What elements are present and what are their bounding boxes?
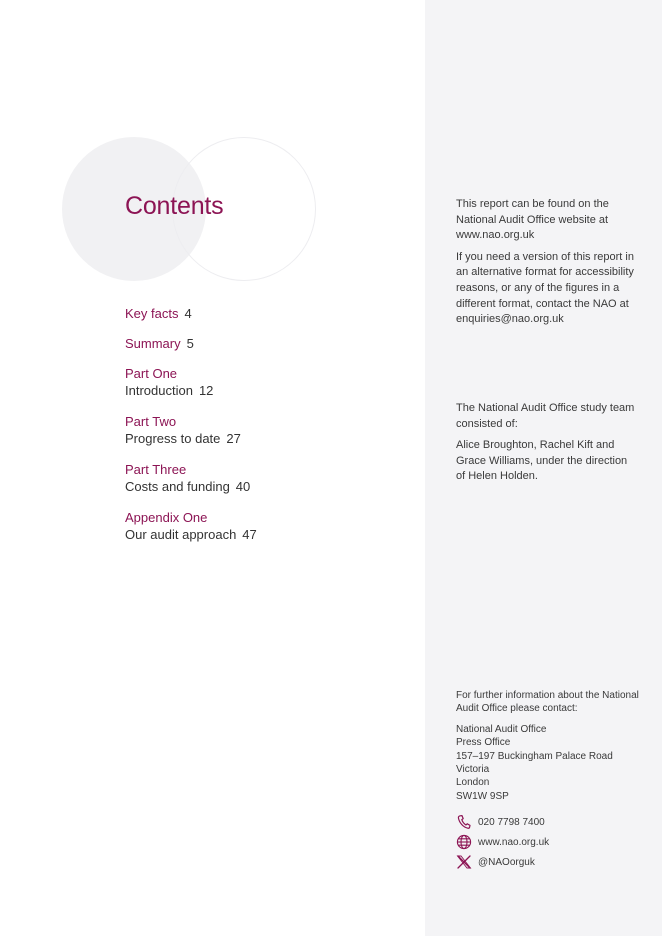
further-info-text: For further information about the National Audit Office please contact: [456, 690, 639, 715]
table-of-contents [125, 305, 405, 557]
address-line: Victoria [456, 764, 490, 776]
toc-entry-page: 47 [242, 527, 257, 542]
toc-entry-part-one[interactable] [125, 365, 405, 399]
social-handle: @NAOorguk [478, 856, 535, 868]
team-intro-text: The National Audit Office study team consisted of: [456, 402, 635, 430]
contact-list [456, 812, 646, 872]
toc-entry-title: Progress to date [125, 431, 221, 446]
address-line: National Audit Office [456, 723, 547, 735]
address-line: Press Office [456, 737, 511, 749]
contact-info-block [456, 689, 646, 810]
toc-entry-key-facts[interactable] [125, 305, 405, 322]
address-line: SW1W 9SP [456, 790, 509, 802]
website-contact[interactable] [456, 832, 646, 852]
toc-entry-heading: Part Two [125, 414, 177, 429]
toc-entry-heading: Part One [125, 366, 178, 381]
toc-entry-heading: Key facts [125, 306, 179, 321]
report-availability-block [456, 197, 636, 334]
address-line: 157–197 Buckingham Palace Road [456, 750, 613, 762]
phone-contact[interactable] [456, 812, 646, 832]
social-contact[interactable] [456, 852, 646, 872]
phone-icon [456, 814, 472, 830]
toc-entry-appendix-one[interactable] [125, 509, 405, 543]
toc-entry-title: Our audit approach [125, 527, 237, 542]
website-url: www.nao.org.uk [478, 836, 550, 848]
toc-entry-page: 40 [235, 479, 251, 494]
toc-entry-page: 5 [186, 336, 194, 351]
globe-icon [456, 834, 472, 850]
toc-entry-page: 4 [184, 306, 192, 321]
toc-entry-page: 27 [226, 431, 241, 446]
address-line: London [456, 777, 490, 789]
toc-entry-page: 12 [198, 383, 214, 398]
toc-entry-part-three[interactable] [125, 461, 405, 495]
page-title: Contents [125, 192, 224, 220]
toc-entry-title: Introduction [125, 383, 193, 398]
x-logo-icon [456, 854, 472, 870]
team-members-text: Alice Broughton, Rachel Kift and Grace Williams, under the direction of Helen Holden. [456, 439, 628, 483]
phone-number: 020 7798 7400 [478, 816, 545, 828]
toc-entry-title: Costs and funding [125, 479, 230, 494]
toc-entry-heading: Appendix One [125, 510, 208, 525]
toc-entry-heading: Summary [125, 336, 181, 351]
availability-text: This report can be found on the National Audit Office website at www.nao.org.uk [456, 198, 609, 242]
toc-entry-heading: Part Three [125, 462, 187, 477]
study-team-block [456, 401, 636, 491]
toc-entry-part-two[interactable] [125, 413, 405, 447]
postal-address [456, 723, 646, 803]
accessibility-text: If you need a version of this report in an alternative format for accessibility reasons, or any of the figures in a different format, contact the NAO at enquiries@nao.org.uk [456, 250, 634, 326]
toc-entry-summary[interactable] [125, 335, 405, 352]
